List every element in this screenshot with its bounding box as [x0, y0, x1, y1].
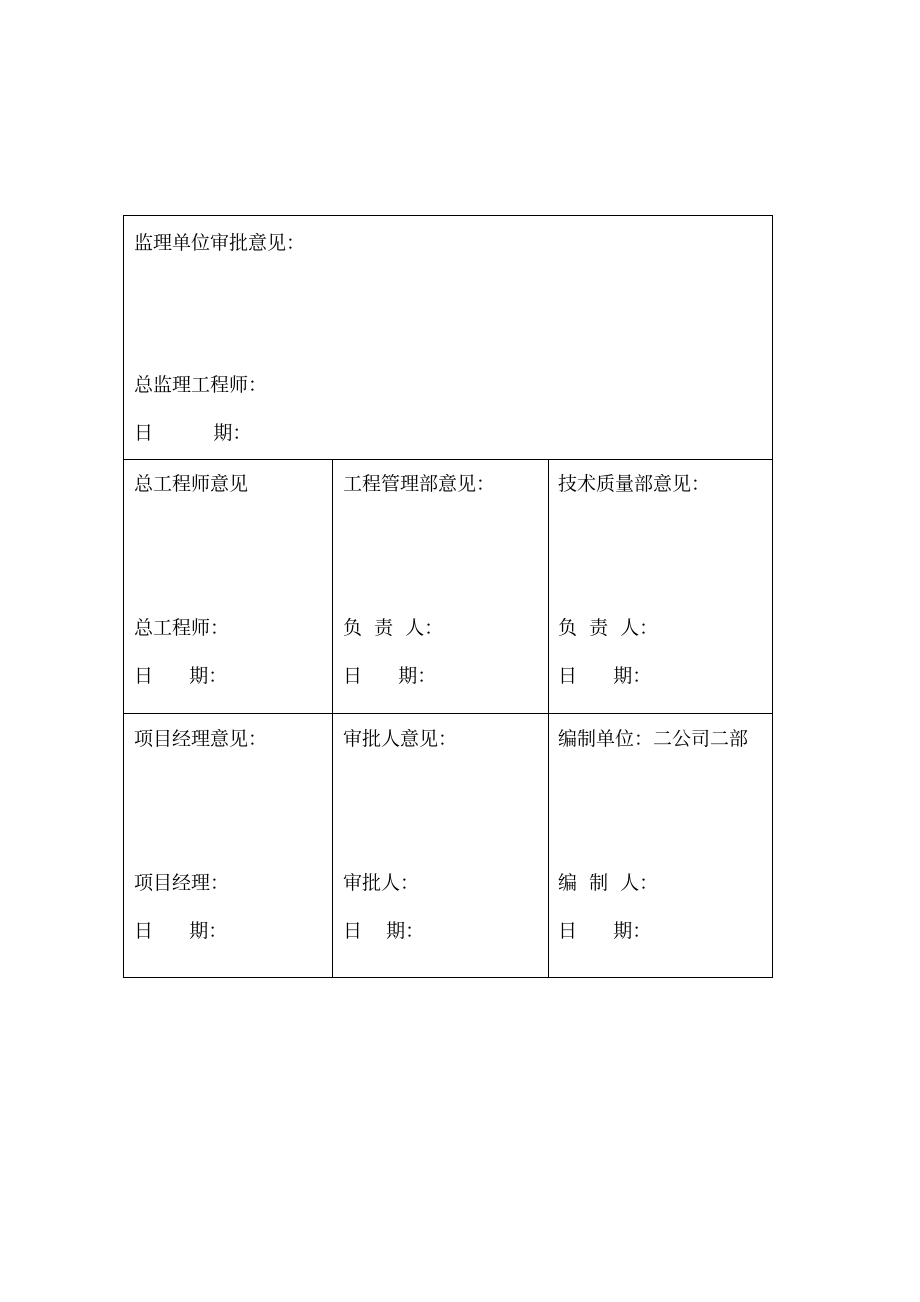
compiler-signer-label: 编 制 人：	[558, 872, 659, 894]
project-manager-cell	[124, 713, 332, 978]
approver-date-label: 日 期：	[343, 920, 425, 942]
chief-supervisor-label: 总监理工程师：	[134, 374, 268, 396]
tech-quality-dept-title: 技术质量部意见：	[558, 473, 711, 495]
compiler-cell	[549, 713, 772, 978]
chief-engineer-date-label: 日 期：	[134, 665, 228, 687]
project-manager-title: 项目经理意见：	[134, 728, 268, 750]
approver-cell	[333, 713, 548, 978]
compiler-unit-title: 编制单位：二公司二部	[558, 728, 749, 750]
engineering-dept-cell	[333, 459, 548, 713]
project-manager-signer-label: 项目经理：	[134, 872, 230, 894]
supervision-date-label: 日 期：	[134, 422, 252, 444]
tech-quality-dept-date-label: 日 期：	[558, 665, 652, 687]
approval-form-table	[123, 215, 773, 978]
engineering-dept-signer-label: 负 责 人：	[343, 617, 444, 639]
supervision-cell	[124, 216, 772, 459]
tech-quality-dept-signer-label: 负 责 人：	[558, 617, 659, 639]
engineering-dept-title: 工程管理部意见：	[343, 473, 496, 495]
chief-engineer-cell	[124, 459, 332, 713]
chief-engineer-signer-label: 总工程师：	[134, 617, 230, 639]
chief-engineer-title: 总工程师意见	[134, 473, 249, 495]
compiler-date-label: 日 期：	[558, 920, 652, 942]
approver-title: 审批人意见：	[343, 728, 458, 750]
project-manager-date-label: 日 期：	[134, 920, 228, 942]
approver-signer-label: 审批人：	[343, 872, 420, 894]
supervision-title: 监理单位审批意见：	[134, 232, 306, 254]
engineering-dept-date-label: 日 期：	[343, 665, 437, 687]
tech-quality-dept-cell	[549, 459, 772, 713]
